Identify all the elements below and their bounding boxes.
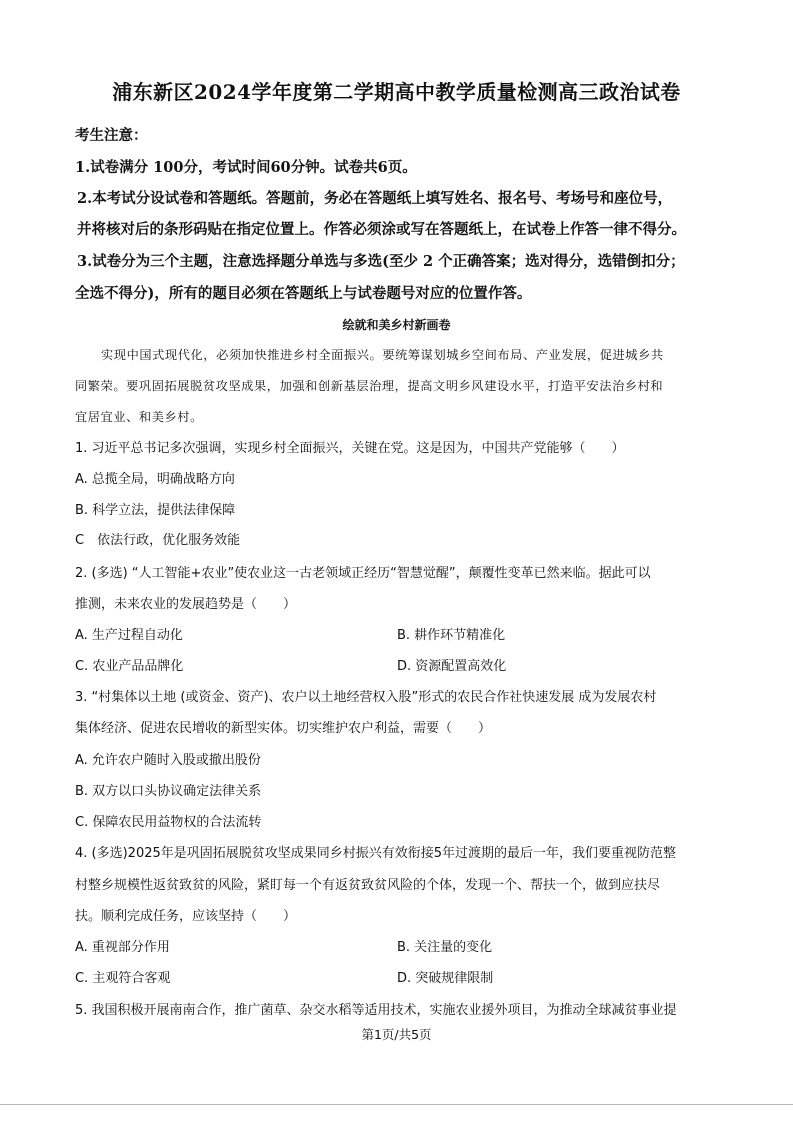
question-2-stem-line-1: 2. (多选) “人工智能+农业”使农业这一古老领域正经历“智慧觉醒”，颠覆性变革已然来临。据此可以 — [75, 566, 651, 581]
question-4-option-c: C. 主观符合客观 — [75, 971, 171, 986]
page-footer: 第1页/共5页 — [361, 1027, 432, 1042]
notice-item-3-line-1: 3.试卷分为三个主题，注意选择题分单选与多选(至少 2 个正确答案；选对得分，选错倒扣分； — [77, 253, 685, 270]
notice-item-1: 1.试卷满分 100分，考试时间60分钟。试卷共6页。 — [75, 159, 417, 176]
question-2-option-a: A. 生产过程自动化 — [75, 628, 183, 643]
question-5-stem-line-1: 5. 我国积极开展南南合作，推广菌草、杂交水稻等适用技术，实施农业援外项目，为推动全球减贫事业提 — [75, 1003, 677, 1018]
notice-item-3-line-2: 全选不得分)，所有的题目必须在答题纸上与试卷题号对应的位置作答。 — [75, 285, 532, 302]
section-title: 绘就和美乡村新画卷 — [342, 318, 451, 332]
question-3-stem-line-2: 集体经济、促进农民增收的新型实体。切实维护农户利益，需要（ ） — [75, 721, 492, 736]
question-1-option-b: B. 科学立法，提供法律保障 — [75, 503, 236, 518]
question-2-stem-line-2: 推测，未来农业的发展趋势是（ ） — [75, 597, 297, 612]
notice-item-2-line-1: 2.本考试分设试卷和答题纸。答题前，务必在答题纸上填写姓名、报名号、考场号和座位号， — [77, 190, 673, 207]
question-4-option-d: D. 突破规律限制 — [397, 971, 494, 986]
section-intro-line-3: 宜居宜业、和美乡村。 — [75, 410, 203, 424]
page-title: 浦东新区2024学年度第二学期高中教学质量检测高三政治试卷 — [112, 80, 681, 104]
question-3-option-a: A. 允许农户随时入股或撤出股份 — [75, 753, 261, 768]
notice-heading: 考生注意： — [75, 127, 148, 144]
question-4-option-b: B. 关注量的变化 — [397, 940, 493, 955]
question-3-option-b: B. 双方以口头协议确定法律关系 — [75, 784, 262, 799]
question-4-stem-line-3: 扶。顺利完成任务，应该坚持（ ） — [75, 909, 297, 924]
section-intro-line-1: 实现中国式现代化，必须加快推进乡村全面振兴。要统筹谋划城乡空间布局、产业发展，促进城乡共 — [101, 348, 664, 362]
question-2-option-c: C. 农业产品品牌化 — [75, 659, 184, 674]
question-4-option-a: A. 重视部分作用 — [75, 940, 170, 955]
question-2-option-d: D. 资源配置高效化 — [397, 659, 507, 674]
question-2-option-b: B. 耕作环节精准化 — [397, 628, 506, 643]
question-3-option-c: C. 保障农民用益物权的合法流转 — [75, 815, 262, 830]
question-1-option-c: C 依法行政，优化服务效能 — [75, 533, 241, 548]
page-bottom-divider — [0, 1104, 793, 1105]
question-1-stem: 1. 习近平总书记多次强调，实现乡村全面振兴，关键在党。这是因为，中国共产党能够（ ） — [75, 441, 625, 456]
question-4-stem-line-2: 村整乡规模性返贫致贫的风险，紧盯每一个有返贫致贫风险的个体，发现一个、帮扶一个，做到应扶尽 — [75, 878, 661, 893]
section-intro-line-2: 同繁荣。要巩固拓展脱贫攻坚成果，加强和创新基层治理，提高文明乡风建设水平，打造平安法治乡村和 — [75, 379, 664, 393]
notice-item-2-line-2: 并将核对后的条形码贴在指定位置上。作答必须涂或写在答题纸上，在试卷上作答一律不得分。 — [77, 221, 686, 238]
question-3-stem-line-1: 3. “村集体以土地 (或资金、资产)、农户以土地经营权入股”形式的农民合作社快速发展 成为发展农村 — [75, 690, 657, 705]
question-1-option-a: A. 总揽全局，明确战略方向 — [75, 472, 235, 487]
question-4-stem-line-1: 4. (多选)2025年是巩固拓展脱贫攻坚成果同乡村振兴有效衔接5年过渡期的最后一年，我们要重视防范整 — [75, 846, 677, 861]
